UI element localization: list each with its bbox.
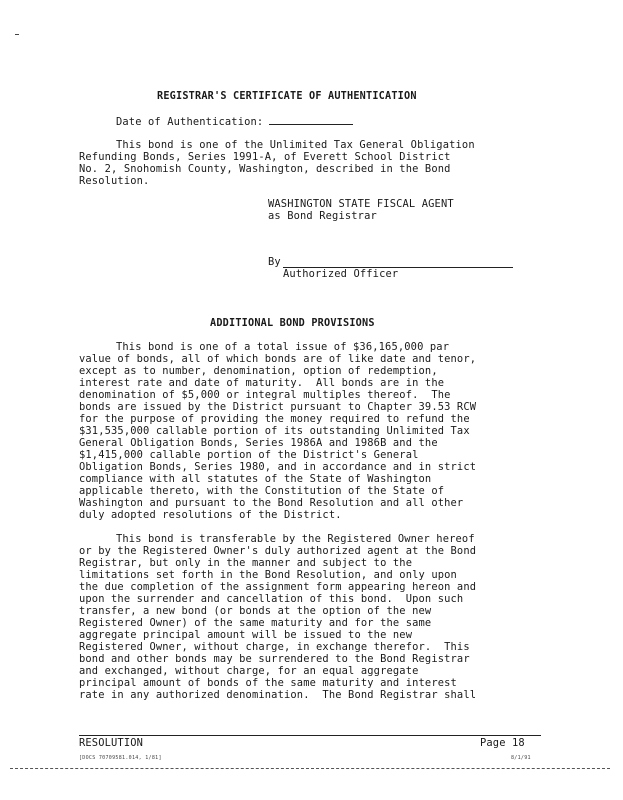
paragraph-line: limitations set forth in the Bond Resolution, and only upon bbox=[79, 569, 457, 581]
footer-rule bbox=[79, 735, 541, 736]
paragraph-line: Obligation Bonds, Series 1980, and in accordance and in strict bbox=[79, 461, 477, 473]
paragraph-line: compliance with all statutes of the State of Washington bbox=[79, 473, 432, 485]
paragraph-line: except as to number, denomination, option of redemption, bbox=[79, 365, 438, 377]
paragraph-line: General Obligation Bonds, Series 1986A and 1986B and the bbox=[79, 437, 438, 449]
authorized-officer-label: Authorized Officer bbox=[283, 268, 399, 280]
date-blank-line bbox=[269, 116, 353, 125]
certificate-heading: REGISTRAR'S CERTIFICATE OF AUTHENTICATION bbox=[157, 91, 417, 102]
certificate-line: Refunding Bonds, Series 1991-A, of Everett School District bbox=[79, 151, 451, 163]
paragraph-line: aggregate principal amount will be issued to the new bbox=[79, 629, 413, 641]
footer-doc-code: [DOCS 70709581.014, 1/81] bbox=[79, 755, 162, 761]
paragraph-line: $1,415,000 callable portion of the District's General bbox=[79, 449, 419, 461]
certificate-line: This bond is one of the Unlimited Tax General Obligation bbox=[116, 139, 475, 151]
paragraph-line: Registered Owner, without charge, in exchange therefor. This bbox=[79, 641, 470, 653]
paragraph-line: bond and other bonds may be surrendered to the Bond Registrar bbox=[79, 653, 470, 665]
paragraph-line: This bond is transferable by the Registered Owner hereof bbox=[116, 533, 475, 545]
fiscal-agent-name: WASHINGTON STATE FISCAL AGENT bbox=[268, 198, 454, 210]
footer-resolution-label: RESOLUTION bbox=[79, 737, 144, 749]
paragraph-line: the due completion of the assignment form appearing hereon and bbox=[79, 581, 477, 593]
paragraph-line: rate in any authorized denomination. The Bond Registrar shall bbox=[79, 689, 477, 701]
scan-edge-line bbox=[10, 768, 610, 769]
paragraph-line: Registrar, but only in the manner and subject to the bbox=[79, 557, 413, 569]
paragraph-line: bonds are issued by the District pursuant to Chapter 39.53 RCW bbox=[79, 401, 477, 413]
date-label: Date of Authentication: bbox=[116, 116, 264, 128]
paragraph-line: and exchanged, without charge, for an equal aggregate bbox=[79, 665, 419, 677]
paragraph-line: Registered Owner) of the same maturity and for the same bbox=[79, 617, 432, 629]
paragraph-line: principal amount of bonds of the same maturity and interest bbox=[79, 677, 457, 689]
paragraph-line: value of bonds, all of which bonds are of like date and tenor, bbox=[79, 353, 477, 365]
footer-page-number: Page 18 bbox=[480, 737, 525, 749]
paragraph-line: Washington and pursuant to the Bond Resolution and all other bbox=[79, 497, 464, 509]
fiscal-agent-role: as Bond Registrar bbox=[268, 210, 377, 222]
paragraph-line: upon the surrender and cancellation of this bond. Upon such bbox=[79, 593, 464, 605]
certificate-line: No. 2, Snohomish County, Washington, described in the Bond bbox=[79, 163, 451, 175]
provisions-heading: ADDITIONAL BOND PROVISIONS bbox=[210, 318, 375, 329]
paragraph-line: for the purpose of providing the money required to refund the bbox=[79, 413, 470, 425]
paragraph-line: transfer, a new bond (or bonds at the option of the new bbox=[79, 605, 432, 617]
paragraph-line: duly adopted resolutions of the District. bbox=[79, 509, 342, 521]
signature-by-label: By bbox=[268, 256, 281, 268]
footer-date-code: 8/1/91 bbox=[511, 755, 531, 761]
paragraph-line: $31,535,000 callable portion of its outstanding Unlimited Tax bbox=[79, 425, 470, 437]
certificate-line: Resolution. bbox=[79, 175, 150, 187]
date-of-authentication bbox=[116, 116, 353, 128]
paragraph-line: This bond is one of a total issue of $36,165,000 par bbox=[116, 341, 450, 353]
margin-mark bbox=[15, 34, 19, 35]
paragraph-line: or by the Registered Owner's duly authorized agent at the Bond bbox=[79, 545, 477, 557]
paragraph-line: interest rate and date of maturity. All bonds are in the bbox=[79, 377, 445, 389]
paragraph-line: denomination of $5,000 or integral multiples thereof. The bbox=[79, 389, 451, 401]
paragraph-line: applicable thereto, with the Constitution of the State of bbox=[79, 485, 445, 497]
